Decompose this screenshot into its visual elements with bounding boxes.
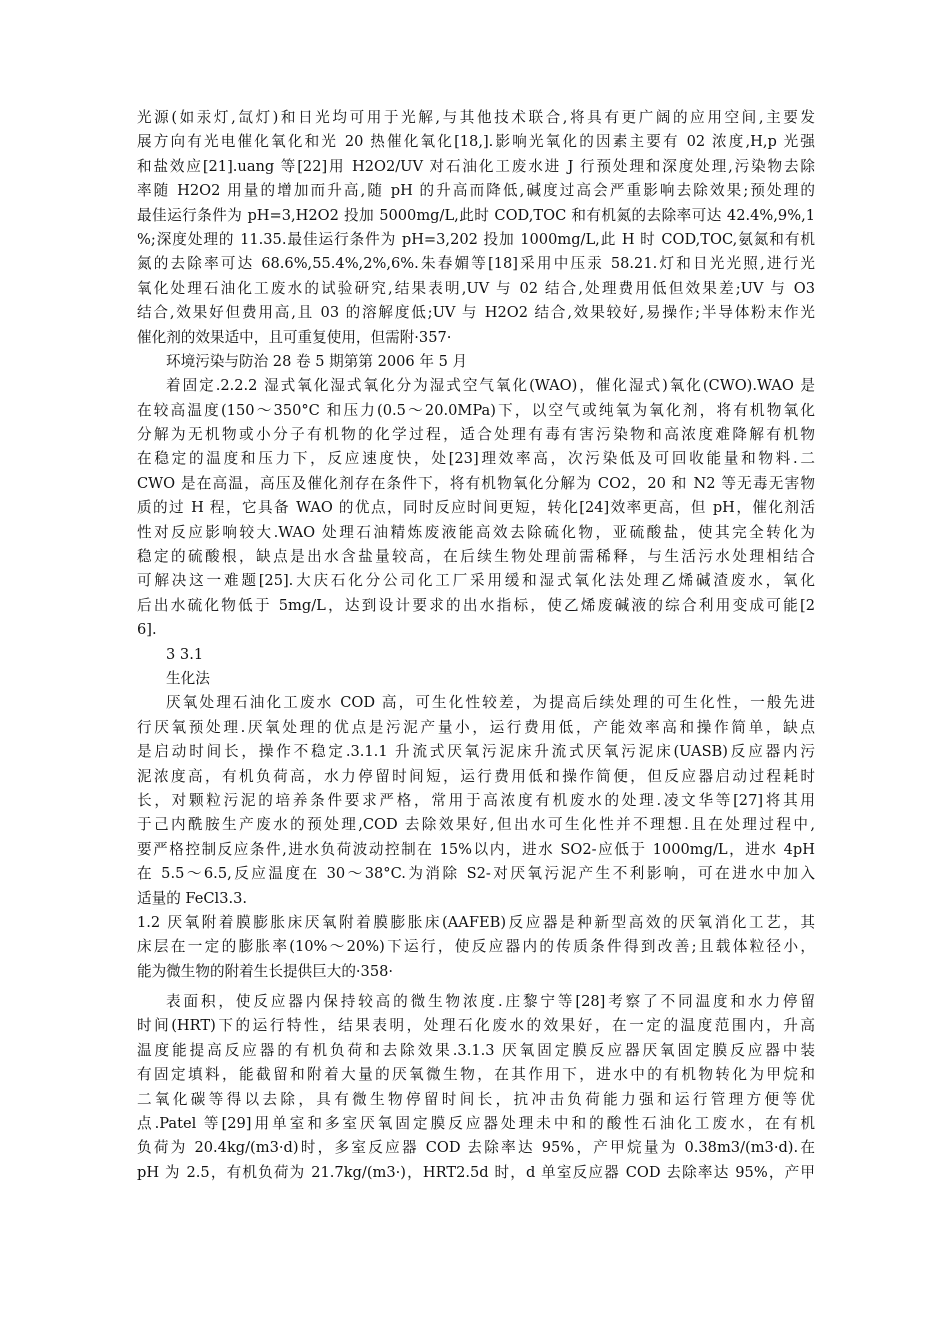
text-line: 床层在一定的膨胀率(10%～20%)下运行，使反应器内的传质条件得到改善;且载体粒径小， xyxy=(137,938,815,956)
text-line: pH 为 2.5，有机负荷为 21.7kg/(m3·)，HRT2.5d 时，d 单室反应器 COD 去除率达 95%，产甲 xyxy=(137,1163,815,1181)
paragraph-aafeb xyxy=(137,911,815,984)
paragraph-fixed-film xyxy=(137,990,815,1185)
text-line: 温度能提高反应器的有机负荷和去除效果.3.1.3 厌氧固定膜反应器厌氧固定膜反应器中装 xyxy=(137,1041,815,1059)
text-line: 6]. xyxy=(137,621,157,639)
text-line: 能为微生物的附着生长提供巨大的·358· xyxy=(137,962,394,980)
section-heading: 生化法 xyxy=(166,669,210,687)
text-line: 泥浓度高，有机负荷高，水力停留时间短，运行费用低和操作简便，但反应器启动过程耗时 xyxy=(137,767,815,785)
section-number: 3 3.1 xyxy=(166,645,204,663)
text-line: 率随 H2O2 用量的增加而升高,随 pH 的升高而降低,碱度过高会严重影响去除效果;预处理的 xyxy=(137,182,815,200)
text-line: 催化剂的效果适中，且可重复使用，但需附·357· xyxy=(137,328,452,346)
paragraph-wet-oxidation xyxy=(137,374,815,642)
paragraph-anaerobic xyxy=(137,691,815,911)
text-line: 点.Patel 等[29]用单室和多室厌氧固定膜反应器处理未中和的酸性石油化工废水，在有机 xyxy=(137,1115,815,1133)
text-line: %;深度处理的 11.35.最佳运行条件为 pH=3,202 投加 1000mg/L,此 H 时 COD,TOC,氨氮和有机 xyxy=(137,230,815,248)
text-line: 在较高温度(150～350°C 和压力(0.5～20.0MPa)下，以空气或纯氧为氧化剂，将有机物氧化 xyxy=(137,401,815,419)
text-line: 和盐效应[21].uang 等[22]用 H2O2/UV 对石油化工废水进 J 行预处理和深度处理,污染物去除 xyxy=(137,157,815,175)
text-line: 氮的去除率可达 68.6%,55.4%,2%,6%.朱春媚等[18]采用中压汞 58.21.灯和日光光照,进行光 xyxy=(137,255,815,273)
text-line: 要严格控制反应条件,进水负荷波动控制在 15%以内，进水 SO2-应低于 1000mg/L，进水 4pH xyxy=(137,840,815,858)
journal-header: 环境污染与防治 28 卷 5 期第第 2006 年 5 月 xyxy=(166,352,468,370)
text-line: 时间(HRT)下的运行特性，结果表明，处理石化废水的效果好，在一定的温度范围内，升高 xyxy=(137,1017,815,1035)
text-line: 负荷为 20.4kg/(m3·d)时，多室反应器 COD 去除率达 95%，产甲烷量为 0.38m3/(m3·d).在 xyxy=(137,1139,815,1157)
text-line: 于己内酰胺生产废水的预处理,COD 去除效果好,但出水可生化性并不理想.且在处理过程中, xyxy=(137,816,815,834)
text-line: 在 5.5～6.5,反应温度在 30～38°C.为消除 S2-对厌氧污泥产生不利影响，可在进水中加入 xyxy=(137,865,815,883)
text-line: 分解为无机物或小分子有机物的化学过程，适合处理有毒有害污染物和高浓度难降解有机物 xyxy=(137,426,815,444)
paragraph-photo-oxidation xyxy=(137,106,815,350)
text-line: 性对反应影响较大.WAO 处理石油精炼废液能高效去除硫化物，亚硫酸盐，使其完全转化为 xyxy=(137,523,815,541)
text-line: 适量的 FeCl3.3. xyxy=(137,889,248,907)
text-line: 长，对颗粒污泥的培养条件要求严格，常用于高浓度有机废水的处理.凌文华等[27]将其用 xyxy=(137,791,815,809)
text-line: 展方向有光电催化氧化和光 20 热催化氧化[18,].影响光氧化的因素主要有 02 浓度,H,p 光强 xyxy=(137,133,815,151)
text-line: 是启动时间长，操作不稳定.3.1.1 升流式厌氧污泥床升流式厌氧污泥床(UASB)反应器内污 xyxy=(137,743,815,761)
text-line: 行厌氧预处理.厌氧处理的优点是污泥产量小，运行费用低，产能效率高和操作简单，缺点 xyxy=(137,718,815,736)
text-line: 氧化处理石油化工废水的试验研究,结果表明,UV 与 02 结合,处理费用低但效果差;UV 与 O3 xyxy=(137,279,815,297)
text-line: 结合,效果好但费用高,且 03 的溶解度低;UV 与 H2O2 结合,效果较好,易操作;半导体粉末作光 xyxy=(137,304,815,322)
text-line: 后出水硫化物低于 5mg/L，达到设计要求的出水指标，使乙烯废碱液的综合利用变成可能[2 xyxy=(137,596,815,614)
text-line: 厌氧处理石油化工废水 COD 高，可生化性较差，为提高后续处理的可生化性，一般先进 xyxy=(166,694,815,712)
text-line: 可解决这一难题[25].大庆石化分公司化工厂采用缓和湿式氧化法处理乙烯碱渣废水，氧化 xyxy=(137,572,815,590)
text-line: 二氧化碳等得以去除，具有微生物停留时间长，抗冲击负荷能力强和运行管理方便等优 xyxy=(137,1090,815,1108)
text-line: 1.2 厌氧附着膜膨胀床厌氧附着膜膨胀床(AAFEB)反应器是种新型高效的厌氧消化工艺，其 xyxy=(137,913,815,931)
document-body xyxy=(137,106,815,1185)
text-line: 在稳定的温度和压力下，反应速度快，处[23]理效率高，次污染低及可回收能量和物料.二 xyxy=(137,450,815,468)
text-line: 着固定.2.2.2 湿式氧化湿式氧化分为湿式空气氧化(WAO)，催化湿式)氧化(CWO).WAO 是 xyxy=(166,377,815,395)
text-line: 最佳运行条件为 pH=3,H2O2 投加 5000mg/L,此时 COD,TOC 和有机氮的去除率可达 42.4%,9%,1 xyxy=(137,206,815,224)
text-line: 稳定的硫酸根，缺点是出水含盐量较高，在后续生物处理前需稀释，与生活污水处理相结合 xyxy=(137,548,815,566)
text-line: 有固定填料，能截留和附着大量的厌氧微生物，在其作用下，进水中的有机物转化为甲烷和 xyxy=(137,1066,815,1084)
text-line: 质的过 H 程，它具备 WAO 的优点，同时反应时间更短，转化[24]效率更高，但 pH，催化剂活 xyxy=(137,499,815,517)
text-line: 表面积，使反应器内保持较高的微生物浓度.庄黎宁等[28]考察了不同温度和水力停留 xyxy=(166,993,815,1011)
text-line: CWO 是在高温，高压及催化剂存在条件下，将有机物氧化分解为 CO2，20 和 N2 等无毒无害物 xyxy=(137,474,815,492)
text-line: 光源(如汞灯,氙灯)和日光均可用于光解,与其他技术联合,将具有更广阔的应用空间,主要发 xyxy=(137,109,815,126)
